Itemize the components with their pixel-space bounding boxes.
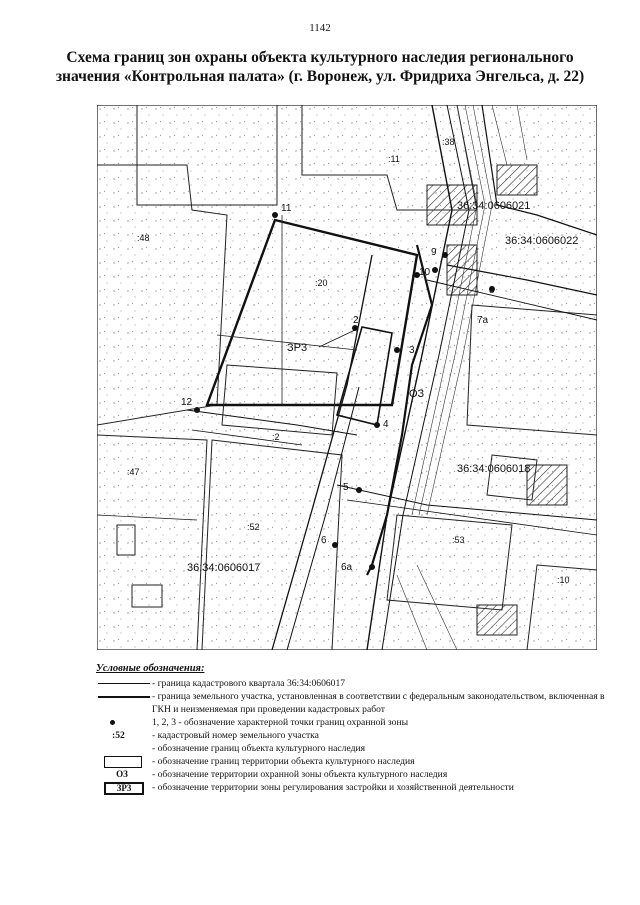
legend-text: 1, 2, 3 - обозначение характерной точки границ охранной зоны [152, 717, 409, 728]
quarter-boundary-symbol [96, 677, 150, 690]
zr3-zone-symbol: ЗР3 [96, 781, 150, 794]
point-label-8: 8 [489, 285, 495, 296]
point-symbol [96, 716, 150, 729]
legend-text: - кадастровый номер земельного участка [152, 730, 319, 741]
legend-item-quarter-boundary [96, 677, 616, 690]
point-6a [369, 564, 375, 570]
parcel-label-38: :38 [442, 137, 455, 147]
title-line-1: Схема границ зон охраны объекта культурного наследия регионального [66, 49, 574, 66]
point-label-9: 9 [431, 247, 437, 258]
point-6 [332, 542, 338, 548]
legend-item-parcel-boundary [96, 690, 616, 716]
territory-boundary-symbol [96, 755, 150, 768]
zone-label-zr3: ЗР3 [287, 342, 308, 354]
parcel-label-53: :53 [452, 535, 465, 545]
legend-text: - обозначение территории охранной зоны объекта культурного наследия [152, 769, 448, 780]
point-9 [442, 252, 448, 258]
page-number: 1142 [309, 22, 331, 34]
object-boundary-symbol [96, 742, 150, 755]
point-label-2: 2 [353, 315, 359, 326]
legend-item-oz-zone [96, 768, 616, 781]
legend-text: - обозначение границ территории объекта культурного наследия [152, 756, 415, 767]
parcel-label-7a: 7a [477, 315, 489, 326]
page-title [40, 48, 600, 86]
legend-item-object-boundary [96, 742, 616, 755]
quarter-label-0606022: 36:34:0606022 [505, 235, 579, 247]
quarter-label-0606021: 36:34:0606021 [457, 200, 531, 212]
quarter-label-0606017: 36:34:0606017 [187, 562, 261, 574]
point-5 [356, 487, 362, 493]
parcel-label-11: :11 [388, 154, 400, 164]
point-12 [194, 407, 200, 413]
point-label-5: 5 [343, 482, 349, 493]
point-label-12: 12 [181, 397, 193, 408]
legend-item-points [96, 716, 616, 729]
legend-text: - обозначение территории зоны регулирования застройки и хозяйственной деятельности [152, 782, 514, 793]
point-label-6: 6 [321, 535, 327, 546]
parcel-label-47: :47 [127, 467, 140, 477]
legend-text: - граница земельного участка, установленная в соответствии с федеральным законодательством, включенная в ГКН и неизменяемая при проведении кадастровых работ [152, 691, 605, 715]
point-label-3: 3 [409, 345, 415, 356]
zone-label-oz: ОЗ [409, 388, 425, 400]
parcel-label-20: :20 [315, 278, 328, 288]
legend-item-zr3-zone [96, 781, 616, 794]
point-10 [432, 267, 438, 273]
parcel-label-52: :52 [247, 522, 260, 532]
point-label-11: 11 [281, 203, 292, 214]
point-3 [394, 347, 400, 353]
legend [96, 662, 616, 794]
parcel-label-48: :48 [137, 233, 150, 243]
map-canvas [97, 105, 597, 650]
point-label-4: 4 [383, 419, 389, 430]
parcel-label-10: :10 [557, 575, 570, 585]
cadastral-number-symbol: :52 [112, 730, 125, 741]
cadastral-map [97, 105, 597, 650]
parcel-boundary-symbol [96, 690, 150, 703]
oz-zone-symbol: ОЗ [116, 769, 128, 779]
legend-text: - граница кадастрового квартала 36:34:0606017 [152, 678, 346, 689]
legend-text: - обозначение границ объекта культурного наследия [152, 743, 366, 754]
legend-title: Условные обозначения: [96, 663, 205, 674]
point-4 [374, 422, 380, 428]
legend-item-territory-boundary [96, 755, 616, 768]
point-label-10: 10 [419, 267, 431, 278]
parcel-label-2: :2 [272, 432, 280, 442]
legend-item-cadastral-number [96, 729, 616, 742]
quarter-label-0606018: 36:34:0606018 [457, 463, 531, 475]
point-11 [272, 212, 278, 218]
point-label-6a: 6a [341, 562, 353, 573]
title-line-2: значения «Контрольная палата» (г. Воронеж, ул. Фридриха Энгельса, д. 22) [55, 68, 585, 85]
